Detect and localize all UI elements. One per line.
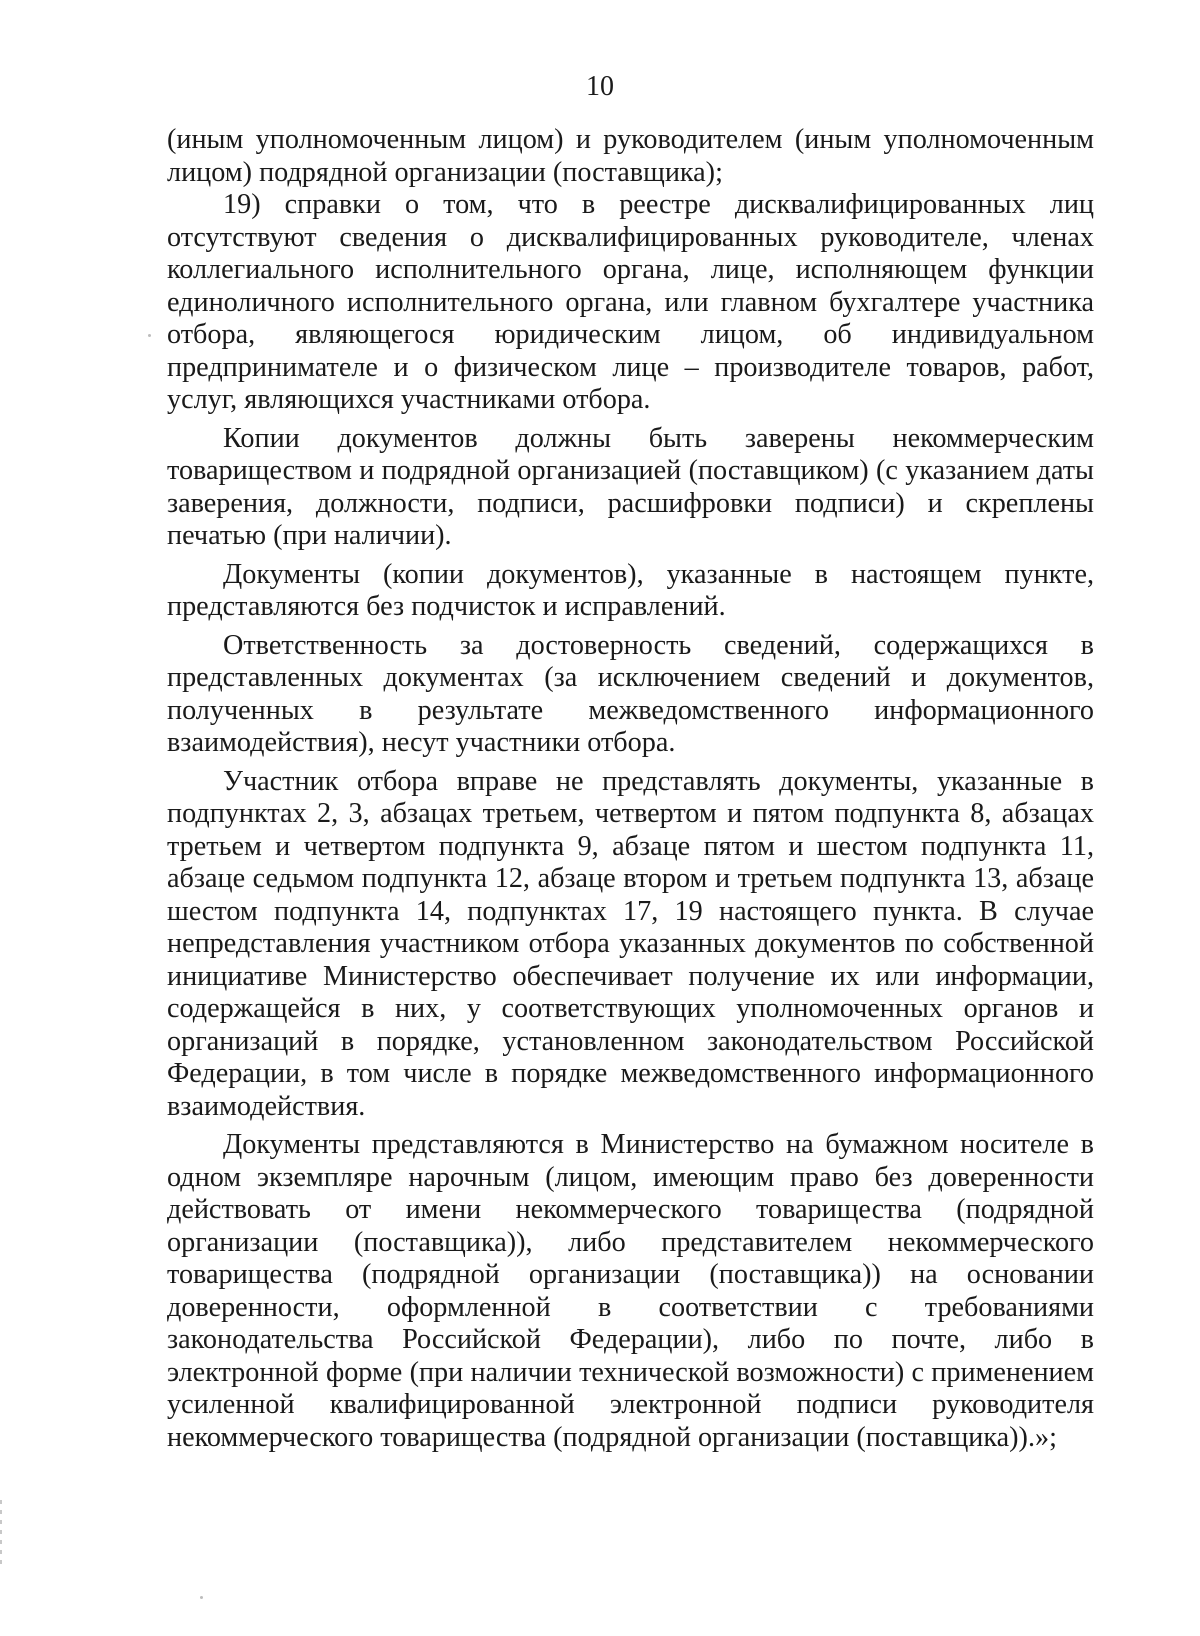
paragraph-no-corrections: Документы (копии документов), указанные в настоящем пункте, представляются без подчисток и исправлений.: [167, 558, 1094, 622]
document-body: [167, 124, 1094, 1454]
scan-edge-mark: [0, 1500, 2, 1570]
paragraph-continuation: (иным уполномоченным лицом) и руководителем (иным уполномоченным лицом) подрядной организации (поставщика);: [167, 124, 1094, 188]
paragraph-responsibility: Ответственность за достоверность сведений, содержащихся в представленных документах (за исключением сведений и документов, полученных в результате межведомственного информационного взаимодействия), несут участники отбора.: [167, 629, 1094, 758]
paragraph-copies-certification: Копии документов должны быть заверены некоммерческим товариществом и подрядной организацией (поставщиком) (с указанием даты заверения, должности, подписи, расшифровки подписи) и скреплены печатью (при наличии).: [167, 422, 1094, 551]
page-number: 10: [586, 71, 614, 102]
scan-speck: [148, 334, 151, 337]
paragraph-submission-methods: Документы представляются в Министерство на бумажном носителе в одном экземпляре нарочным (лицом, имеющим право без доверенности действовать от имени некоммерческого товарищества (подрядной организации (поставщика)), либо представителем некоммерческого товарищества (подрядной организации (поставщика)) на основании доверенности, оформленной в соответствии с требованиями законодательства Российской Федерации), либо по почте, либо в электронной форме (при наличии технической возможности) с применением усиленной квалифицированной электронной подписи руководителя некоммерческого товарищества (подрядной организации (поставщика)).»;: [167, 1129, 1094, 1453]
scan-speck: [200, 1596, 203, 1599]
paragraph-item-19: 19) справки о том, что в реестре дисквалифицированных лиц отсутствуют сведения о дисквалифицированных руководителе, членах коллегиального исполнительного органа, лице, исполняющем функции единоличного исполнительного органа, или главном бухгалтере участника отбора, являющегося юридическим лицом, об индивидуальном предпринимателе и о физическом лице – производителе товаров, работ, услуг, являющихся участниками отбора.: [167, 189, 1094, 415]
paragraph-optional-documents: Участник отбора вправе не представлять документы, указанные в подпунктах 2, 3, абзацах третьем, четвертом и пятом подпункта 8, абзацах третьем и четвертом подпункта 9, абзаце пятом и шестом подпункта 11, абзаце седьмом подпункта 12, абзаце втором и третьем подпункта 13, абзаце шестом подпункта 14, подпунктах 17, 19 настоящего пункта. В случае непредставления участником отбора указанных документов по собственной инициативе Министерство обеспечивает получение их или информации, содержащейся в них, у соответствующих уполномоченных органов и организаций в порядке, установленном законодательством Российской Федерации, в том числе в порядке межведомственного информационного взаимодействия.: [167, 765, 1094, 1122]
